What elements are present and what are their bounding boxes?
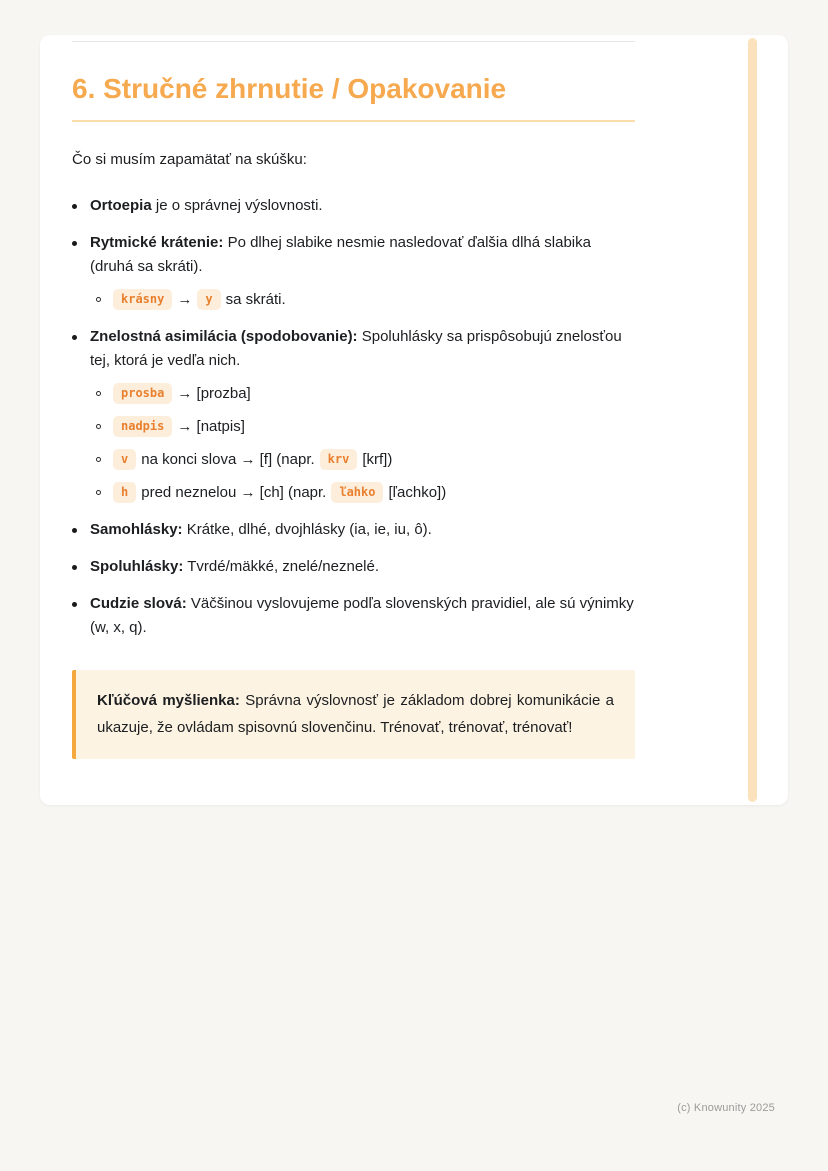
item-term: Znelostná asimilácia (spodobovanie): bbox=[90, 328, 358, 345]
list-item-ortoepia bbox=[72, 194, 635, 218]
list-item-text bbox=[90, 325, 635, 505]
sub-item-text bbox=[113, 288, 635, 312]
sub-item-v bbox=[90, 448, 635, 472]
item-term: Ortoepia bbox=[90, 197, 152, 214]
sub-item-body: pred neznelou → [ch] (napr. bbox=[141, 484, 327, 501]
item-body: Po dlhej slabike nesmie nasledovať ďalšia dlhá slabika (druhá sa skráti). bbox=[90, 234, 591, 275]
sub-item-body: → [prozba] bbox=[177, 385, 251, 402]
item-body: Tvrdé/mäkké, znelé/neznelé. bbox=[183, 558, 380, 575]
section-divider bbox=[72, 41, 635, 42]
item-term: Rytmické krátenie: bbox=[90, 234, 224, 251]
code-chip: ľahko bbox=[331, 482, 383, 503]
page-title: 6. Stručné zhrnutie / Opakovanie bbox=[72, 72, 635, 122]
item-term: Spoluhlásky: bbox=[90, 558, 184, 575]
bullet-icon bbox=[72, 602, 77, 607]
item-term: Cudzie slová: bbox=[90, 595, 187, 612]
list-item-cudzie-slova bbox=[72, 592, 635, 640]
page-content bbox=[72, 41, 635, 759]
bullet-icon bbox=[72, 335, 77, 340]
list-item-rytmicke-kratenie bbox=[72, 231, 635, 312]
circle-bullet-icon bbox=[96, 297, 101, 302]
code-chip: krv bbox=[320, 449, 358, 470]
list-item-spoluhlasky bbox=[72, 555, 635, 579]
list-item-znelostna-asimilacia bbox=[72, 325, 635, 505]
copyright-text: (c) Knowunity 2025 bbox=[677, 1102, 775, 1114]
sub-item-text bbox=[113, 415, 635, 439]
summary-list bbox=[72, 194, 635, 640]
code-chip: h bbox=[113, 482, 136, 503]
circle-bullet-icon bbox=[96, 457, 101, 462]
code-chip: y bbox=[197, 289, 220, 310]
bullet-icon bbox=[72, 528, 77, 533]
sub-list bbox=[90, 382, 635, 505]
item-body: je o správnej výslovnosti. bbox=[151, 197, 323, 214]
sub-list bbox=[90, 288, 635, 312]
list-item-text bbox=[90, 555, 635, 579]
item-body: Spoluhlásky sa prispôsobujú znelosťou tej, ktorá je vedľa nich. bbox=[90, 328, 622, 369]
page-sheet bbox=[40, 35, 788, 805]
sub-item-nadpis bbox=[90, 415, 635, 439]
intro-text: Čo si musím zapamätať na skúšku: bbox=[72, 151, 307, 168]
circle-bullet-icon bbox=[96, 391, 101, 396]
sub-item-body: [ľachko]) bbox=[388, 484, 447, 501]
sub-item-body: → [natpis] bbox=[177, 418, 245, 435]
list-item-text bbox=[90, 518, 635, 542]
list-item-text bbox=[90, 194, 635, 218]
arrow-glyph: → bbox=[177, 291, 193, 308]
code-chip: nadpis bbox=[113, 416, 172, 437]
circle-bullet-icon bbox=[96, 490, 101, 495]
sub-item-body: na konci slova → [f] (napr. bbox=[141, 451, 315, 468]
list-item-samohlasky bbox=[72, 518, 635, 542]
bullet-icon bbox=[72, 204, 77, 209]
sub-item-text bbox=[113, 382, 635, 406]
circle-bullet-icon bbox=[96, 424, 101, 429]
code-chip: prosba bbox=[113, 383, 172, 404]
scrollbar-thumb[interactable] bbox=[748, 38, 757, 802]
callout-text bbox=[97, 687, 614, 741]
item-body: Krátke, dlhé, dvojhlásky (ia, ie, iu, ô). bbox=[182, 521, 432, 538]
callout-body: Správna výslovnosť je základom dobrej komunikácie a ukazuje, že ovládam spisovnú slovenčinu. Trénovať, trénovať, trénovať! bbox=[97, 692, 614, 736]
sub-item-prosba bbox=[90, 382, 635, 406]
sub-item-h bbox=[90, 481, 635, 505]
callout-term: Kľúčová myšlienka: bbox=[97, 692, 240, 709]
key-idea-callout bbox=[72, 670, 635, 759]
bullet-icon bbox=[72, 241, 77, 246]
sub-item-text bbox=[113, 481, 635, 505]
code-chip: krásny bbox=[113, 289, 172, 310]
list-item-text bbox=[90, 592, 635, 640]
item-body: Väčšinou vyslovujeme podľa slovenských pravidiel, ale sú výnimky (w, x, q). bbox=[90, 595, 634, 636]
bullet-icon bbox=[72, 565, 77, 570]
list-item-text bbox=[90, 231, 635, 312]
sub-item-krasny bbox=[90, 288, 635, 312]
code-chip: v bbox=[113, 449, 136, 470]
item-term: Samohlásky: bbox=[90, 521, 183, 538]
sub-item-body: sa skráti. bbox=[225, 291, 286, 308]
sub-item-body: [krf]) bbox=[362, 451, 393, 468]
sub-item-text bbox=[113, 448, 635, 472]
